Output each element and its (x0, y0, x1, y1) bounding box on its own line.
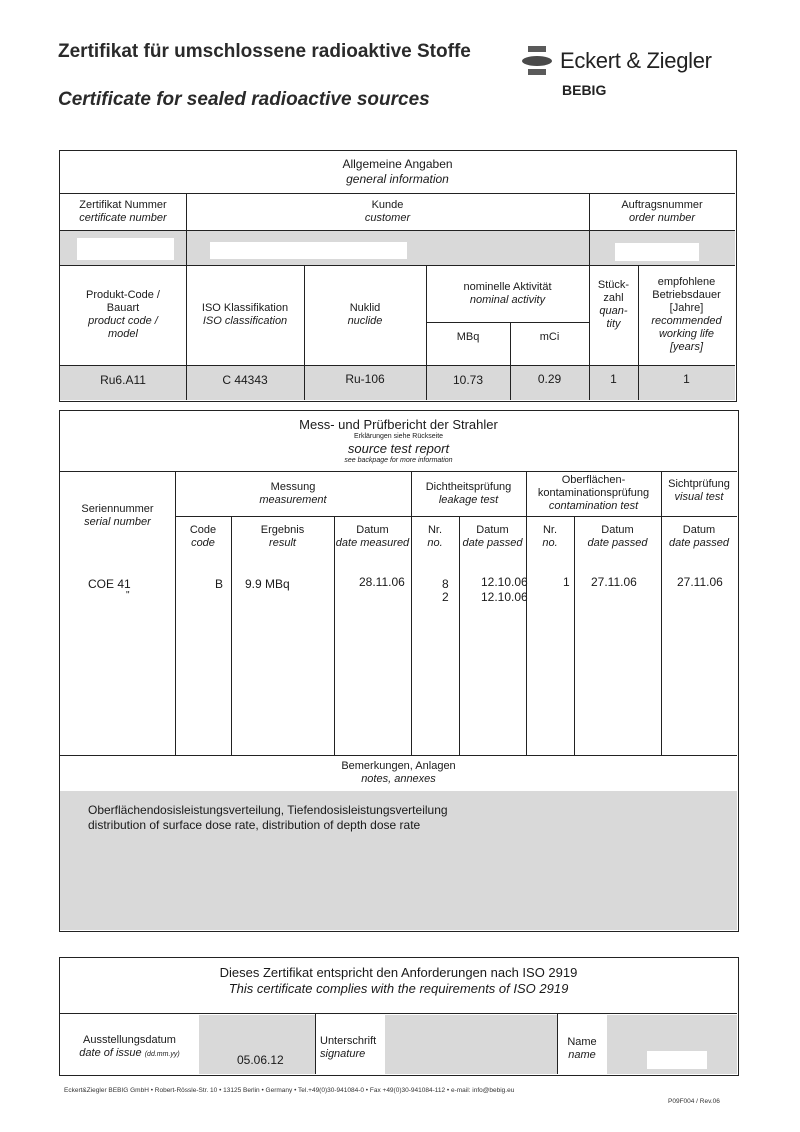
report-heading-en: source test report (347, 441, 450, 456)
product-code-label-en: product code / model (88, 315, 158, 340)
contamination-label-en: contamination test (548, 500, 639, 512)
row2-serial-ditto: " (126, 590, 130, 601)
report-heading (60, 411, 737, 471)
visual-date-label-de: Datum (682, 524, 716, 536)
cert-number-value (77, 238, 174, 260)
leakage-label (411, 471, 526, 516)
notes-line-en: distribution of surface dose rate, distribution of depth dose rate (88, 818, 421, 832)
customer-label-de: Kunde (371, 198, 404, 211)
footer-form-id: P09F004 / Rev.06 (668, 1098, 720, 1105)
nuclide-label-en: nuclide (347, 315, 383, 327)
compliance-table (59, 957, 739, 1076)
title-english: Certificate for sealed radioactive sources (58, 89, 430, 110)
quantity-value: 1 (610, 371, 617, 386)
cert-number-label-en: certificate number (79, 211, 167, 224)
row1-serial: COE 41 (88, 577, 131, 591)
order-number-label-de: Auftragsnummer (621, 198, 703, 211)
source-test-report-table (59, 410, 739, 932)
contamination-label (526, 471, 661, 516)
order-number-value (615, 243, 699, 261)
signature-label (315, 1013, 380, 1074)
quantity-label-en: quan-tity (599, 305, 628, 330)
issue-date-label (60, 1013, 199, 1074)
name-label (557, 1013, 607, 1074)
general-heading-de: Allgemeine Angaben (342, 157, 453, 171)
visual-label-de: Sichtprüfung (668, 478, 730, 490)
visual-label (661, 471, 737, 516)
customer-label (186, 193, 589, 230)
working-life-label (638, 265, 735, 365)
row1-cont-date: 27.11.06 (591, 575, 637, 589)
cont-no-label (526, 516, 574, 558)
issue-date-field (199, 1015, 315, 1074)
quantity-label-de: Stück-zahl (597, 279, 630, 304)
issue-date-label-en (79, 1047, 179, 1061)
logo-name: Eckert & Ziegler (560, 48, 712, 73)
customer-label-en: customer (364, 211, 411, 224)
row1-leak-no: 8 (442, 577, 449, 591)
row1-code: B (215, 577, 224, 591)
nuclide-label-de: Nuklid (349, 302, 381, 314)
name-value (647, 1051, 707, 1069)
row1-leak-date: 12.10.06 (481, 575, 528, 589)
leakage-label-en: leakage test (438, 493, 499, 506)
customer-value (210, 242, 407, 259)
iso-class-value: C 44343 (222, 372, 268, 387)
unit-mbq-text: MBq (456, 330, 480, 343)
notes-heading (60, 755, 737, 791)
signature-label-en: signature (320, 1047, 366, 1060)
logo-mark-icon (522, 46, 552, 74)
general-info-heading (60, 151, 735, 193)
row1-result: 9.9 MBq (245, 577, 290, 591)
product-code-label-de: Produkt-Code / Bauart (86, 289, 160, 314)
title-german: Zertifikat für umschlossene radioaktive Stoffe (58, 41, 471, 62)
signature-label-de: Unterschrift (320, 1034, 377, 1047)
order-number-label (589, 193, 735, 230)
iso-class-label (186, 265, 304, 365)
contamination-label-de: Oberflächen-kontaminationsprüfung (537, 474, 650, 499)
order-number-label-en: order number (628, 211, 696, 224)
compliance-text-de: Dieses Zertifikat entspricht den Anforderungen nach ISO 2919 (219, 964, 578, 980)
issue-date-label-en-text: date of issue (79, 1047, 142, 1059)
name-label-en: name (568, 1048, 596, 1061)
row1-visual-date: 27.11.06 (677, 575, 723, 589)
signature-field (385, 1015, 557, 1074)
row1-date-measured: 28.11.06 (359, 575, 405, 589)
row1-cont-no: 1 (563, 575, 570, 589)
cont-date-label (574, 516, 661, 558)
leak-no-label-de: Nr. (427, 524, 443, 536)
notes-line-de: Oberflächendosisleistungsverteilung, Tiefendosisleistungsverteilung (88, 803, 448, 817)
cont-no-label-en: no. (542, 537, 558, 549)
company-logo (522, 44, 752, 104)
row2-leak-no: 2 (442, 590, 449, 604)
iso-class-label-en: ISO classification (202, 315, 288, 327)
leak-date-label (459, 516, 526, 558)
code-label-en: code (191, 537, 215, 549)
general-heading-en: general information (346, 172, 449, 186)
notes-body (60, 791, 737, 930)
iso-class-label-de: ISO Klassifikation (201, 302, 289, 314)
leak-date-label-en: date passed (462, 537, 523, 549)
visual-date-label-en: date passed (669, 537, 729, 549)
leak-no-label (411, 516, 459, 558)
cont-date-label-en: date passed (587, 537, 648, 549)
serial-label (60, 471, 175, 561)
compliance-text-en: This certificate complies with the requirements of ISO 2919 (228, 980, 569, 996)
cert-number-label (60, 193, 186, 230)
logo-subname: BEBIG (562, 82, 607, 98)
unit-mbq (426, 322, 510, 352)
footer-address: Eckert&Ziegler BEBIG GmbH • Robert-Rössle-Str. 10 • 13125 Berlin • Germany • Tel.+49(0)30-941084-0 • Fax +49(0)30-941084-112 • e-mail: info@bebig.eu (64, 1087, 515, 1094)
result-label-de: Ergebnis (260, 524, 305, 536)
visual-label-en: visual test (674, 491, 724, 503)
name-field (607, 1015, 737, 1074)
code-label (175, 516, 231, 558)
report-heading-de: Mess- und Prüfbericht der Strahler (299, 417, 498, 432)
working-life-label-en: recommended working life [years] (651, 315, 722, 353)
cert-number-label-de: Zertifikat Nummer (79, 198, 167, 211)
name-label-de: Name (567, 1035, 597, 1048)
serial-label-de: Seriennummer (81, 503, 154, 515)
cont-no-label-de: Nr. (542, 524, 558, 536)
report-note-de: Erklärungen siehe Rückseite (353, 433, 444, 440)
date-measured-label-en: date measured (335, 537, 410, 549)
measurement-label-en: measurement (259, 493, 327, 506)
leak-date-label-de: Datum (476, 524, 509, 536)
activity-mbq-value: 10.73 (452, 372, 484, 387)
general-info-table (59, 150, 737, 402)
nuclide-value: Ru-106 (345, 371, 385, 386)
compliance-statement (60, 958, 737, 1003)
working-life-value: 1 (683, 371, 690, 386)
notes-heading-en: notes, annexes (361, 773, 436, 785)
activity-label-de: nominelle Aktivität (463, 280, 552, 293)
product-code-value: Ru6.A11 (100, 372, 146, 387)
notes-heading-de: Bemerkungen, Anlagen (341, 760, 456, 772)
date-measured-label (334, 516, 411, 558)
quantity-label (589, 265, 638, 345)
product-code-label (60, 265, 186, 365)
unit-mci (510, 322, 589, 352)
issue-date-value: 05.06.12 (237, 1053, 284, 1067)
activity-label-en: nominal activity (469, 293, 546, 306)
leak-no-label-en: no. (427, 537, 443, 549)
visual-date-label (661, 516, 737, 558)
issue-date-label-de: Ausstellungsdatum (83, 1034, 176, 1046)
row2-leak-date: 12.10.06 (481, 590, 528, 604)
activity-mci-value: 0.29 (537, 371, 562, 386)
code-label-de: Code (189, 524, 217, 536)
measurement-label (175, 471, 411, 516)
working-life-label-de: empfohlene Betriebsdauer [Jahre] (652, 276, 721, 314)
leakage-label-de: Dichtheitsprüfung (425, 480, 512, 493)
date-measured-label-de: Datum (356, 524, 389, 536)
measurement-label-de: Messung (270, 480, 316, 493)
report-note-en: see backpage for more information (344, 457, 453, 464)
serial-label-en: serial number (84, 516, 151, 528)
result-label-en: result (269, 537, 296, 549)
unit-mci-text: mCi (539, 330, 560, 343)
issue-date-format: (dd.mm.yy) (144, 1051, 180, 1058)
cont-date-label-de: Datum (601, 524, 634, 536)
nuclide-label (304, 265, 426, 365)
activity-label (426, 265, 589, 322)
result-label (231, 516, 334, 558)
